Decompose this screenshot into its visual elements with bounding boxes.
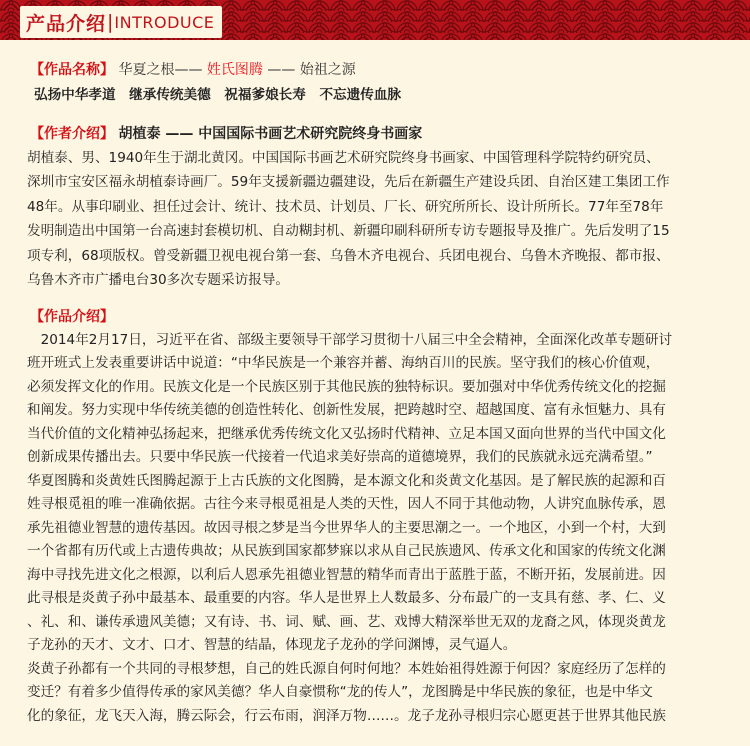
work-name-part1: 华夏之根—— <box>118 62 203 78</box>
work-intro-body <box>27 329 735 729</box>
work-intro-label: 【作品介绍】 <box>30 308 114 325</box>
slogan: 弘扬中华孝道 继承传统美德 祝福爹娘长寿 不忘遗传血脉 <box>34 87 402 103</box>
intro-line: 2014年2月17日，习近平在省、部级主要领导干部学习贯彻十八届三中全会精神，全面深化改革专题研讨 <box>27 331 673 348</box>
intro-line: 化的象征，龙飞天入海，腾云际会，行云布雨，润泽万物……。龙子龙孙寻根归宗心愿更甚于世界其他民族 <box>27 707 666 724</box>
intro-line: 和阐发。努力实现中华传统美德的创造性转化、创新性发展，把跨越时空、超越国度、富有永恒魅力、具有 <box>27 402 666 418</box>
intro-line: 承先祖德业智慧的遗传基因。故因寻根之梦是当今世界华人的主要思潮之一。一个地区，小到一个村，大到 <box>27 519 666 536</box>
header-banner <box>0 0 750 40</box>
intro-line: 创新成果传播出去。只要中华民族一代接着一代追求美好崇高的道德境界，我们的民族就永远充满希望。” <box>27 449 653 465</box>
author-line: 48年。从事印刷业、担任过会计、统计、技术员、计划员、厂长、研究所所长、设计所所长。77年至78年 <box>27 198 664 215</box>
author-line: 深圳市宝安区福永胡植泰诗画厂。59年支援新疆边疆建设，先后在新疆生产建设兵团、自治区建工集团工作 <box>27 174 670 190</box>
title-separator: | <box>107 11 114 33</box>
author-line: 乌鲁木齐市广播电台30多次专题采访报导。 <box>27 272 289 288</box>
work-name-label: 【作品名称】 <box>30 62 114 78</box>
work-name-part2: —— 始祖之源 <box>267 62 356 78</box>
intro-line: 此寻根是炎黄子孙中最基本、最重要的内容。华人是世界上人数最多、分布最广的一支具有慈、孝、仁、义 <box>27 590 666 606</box>
content <box>27 58 735 728</box>
author-label: 【作者介绍】 <box>30 125 114 142</box>
author-head <box>30 122 735 146</box>
title-cn: 产品介绍 <box>26 12 107 35</box>
author-body <box>27 146 735 293</box>
intro-line: 班开班式上发表重要讲话中说道：“中华民族是一个兼容并蓄、海纳百川的民族。坚守我们的核心价值观， <box>27 355 660 371</box>
title-en: INTRODUCE <box>114 12 215 32</box>
section-title <box>20 6 222 38</box>
work-intro-head <box>30 305 735 329</box>
intro-line: 姓寻根觅祖的唯一准确依据。古往今来寻根觅祖是人类的天性，因人不同于其他动物，人讲究血脉传承，恩 <box>27 496 666 512</box>
intro-line: 子龙孙的天才、文才、口才、智慧的结晶，体现龙子龙孙的学问渊博，灵气逼人。 <box>27 637 517 653</box>
author-headline: 胡植泰 —— 中国国际书画艺术研究院终身书画家 <box>118 125 423 142</box>
work-name-highlight: 姓氏图腾 <box>206 62 263 78</box>
author-line: 发明制造出中国第一台高速封套模切机、自动糊封机、新疆印刷科研所专访专题报导及推广。先后发明了15 <box>27 223 670 239</box>
intro-line: 变迁？有着多少值得传承的家风美德？华人自豪惯称“龙的传人”，龙图腾是中华民族的象征，也是中华文 <box>27 684 653 700</box>
intro-line: 必须发挥文化的作用。民族文化是一个民族区别于其他民族的独特标识。要加强对中华优秀传统文化的挖掘 <box>27 378 666 395</box>
work-name-row <box>30 58 735 82</box>
intro-line: 华夏图腾和炎黄姓氏图腾起源于上古氏族的文化图腾，是本源文化和炎黄文化基因。是了解民族的起源和百 <box>27 472 666 489</box>
intro-line: 炎黄子孙都有一个共同的寻根梦想，自己的姓氏源自何时何地？本姓始祖得姓源于何因？家庭经历了怎样的 <box>27 660 666 677</box>
intro-line: 当代价值的文化精神弘扬起来，把继承优秀传统文化又弘扬时代精神、立足本国又面向世界的当代中国文化 <box>27 425 666 442</box>
intro-line: 、礼、和、谦传承遗风美德；又有诗、书、词、赋、画、艺、戏博大精深举世无双的龙裔之风，体现炎黄龙 <box>27 613 666 630</box>
intro-line: 一个省都有历代或上古遗传典故；从民族到国家都梦寐以求从自己民族遗风、传承文化和国家的传统文化渊 <box>27 543 666 559</box>
intro-line: 海中寻找先进文化之根源，以利后人恩承先祖德业智慧的精华而青出于蓝胜于蓝，不断开拓，发展前进。因 <box>27 566 666 583</box>
author-line: 项专利，68项版权。曾受新疆卫视电视台第一套、乌鲁木齐电视台、兵团电视台、乌鲁木齐晚报、都市报、 <box>27 247 670 264</box>
author-line: 胡植泰、男、1940年生于湖北黄冈。中国国际书画艺术研究院终身书画家、中国管理科学院特约研究员、 <box>27 149 660 166</box>
